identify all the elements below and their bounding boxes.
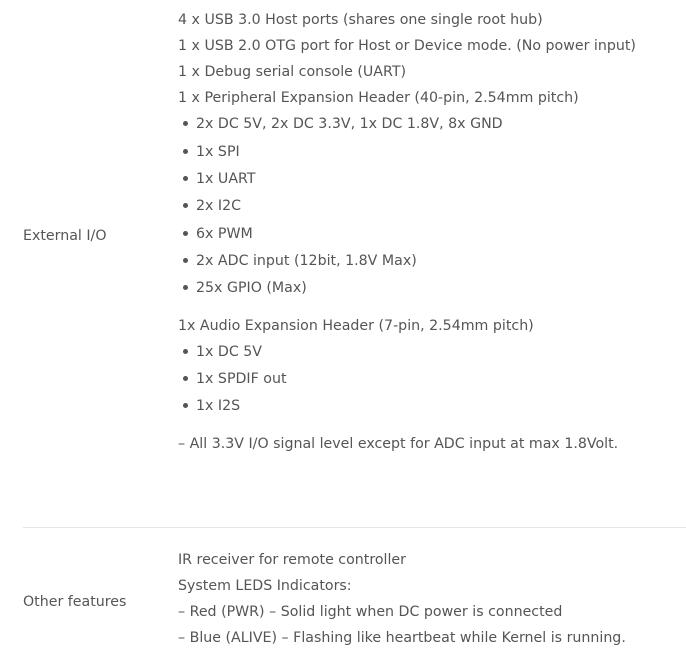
spec-line-audio-header: 1x Audio Expansion Header (7-pin, 2.54mm pitch): [178, 318, 534, 334]
bullet-icon: [183, 258, 188, 263]
audio-list-item: 1x SPDIF out: [183, 371, 287, 387]
spec-line-debug-uart: 1 x Debug serial console (UART): [178, 64, 407, 80]
row-divider: [23, 527, 686, 528]
peripheral-list-item: 1x SPI: [183, 144, 240, 160]
peripheral-list-item: 2x ADC input (12bit, 1.8V Max): [183, 253, 417, 269]
bullet-icon: [183, 121, 188, 126]
spec-line-usb3: 4 x USB 3.0 Host ports (shares one single root hub): [178, 12, 543, 28]
bullet-icon: [183, 285, 188, 290]
bullet-icon: [183, 176, 188, 181]
bullet-icon: [183, 349, 188, 354]
peripheral-list-item: 2x DC 5V, 2x DC 3.3V, 1x DC 1.8V, 8x GND: [183, 116, 503, 132]
peripheral-list-item: 6x PWM: [183, 226, 253, 242]
spec-line-usb2-otg: 1 x USB 2.0 OTG port for Host or Device mode. (No power input): [178, 38, 636, 54]
peripheral-list-item: 1x UART: [183, 171, 256, 187]
bullet-icon: [183, 403, 188, 408]
bullet-icon: [183, 231, 188, 236]
audio-list-item: 1x I2S: [183, 398, 240, 414]
feature-line-red-led: – Red (PWR) – Solid light when DC power is connected: [178, 604, 563, 620]
bullet-icon: [183, 203, 188, 208]
bullet-icon: [183, 149, 188, 154]
external-io-label: External I/O: [23, 228, 107, 244]
spec-line-peripheral-header: 1 x Peripheral Expansion Header (40-pin, 2.54mm pitch): [178, 90, 579, 106]
peripheral-list-item: 2x I2C: [183, 198, 241, 214]
audio-list-item: 1x DC 5V: [183, 344, 262, 360]
feature-line-ir: IR receiver for remote controller: [178, 552, 406, 568]
spec-note-io-voltage: – All 3.3V I/O signal level except for ADC input at max 1.8Volt.: [178, 436, 619, 452]
other-features-label: Other features: [23, 594, 127, 610]
peripheral-list-item: 25x GPIO (Max): [183, 280, 307, 296]
feature-line-leds: System LEDS Indicators:: [178, 578, 352, 594]
feature-line-blue-led: – Blue (ALIVE) – Flashing like heartbeat while Kernel is running.: [178, 630, 626, 646]
bullet-icon: [183, 376, 188, 381]
